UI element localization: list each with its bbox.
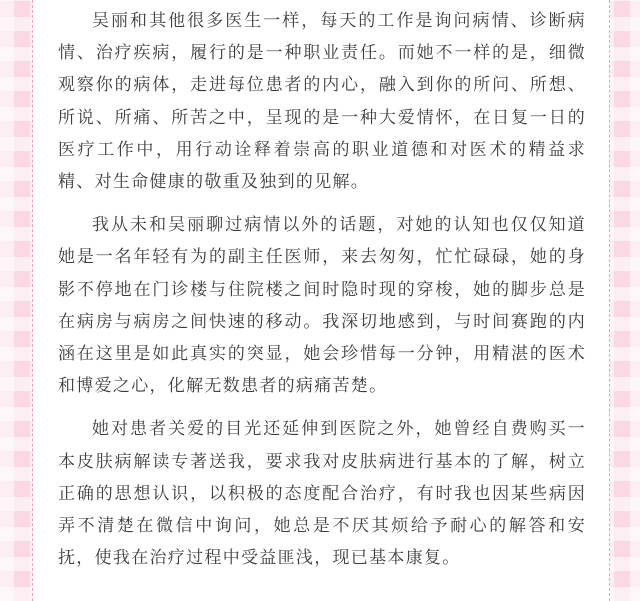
paragraph-1: 吴丽和其他很多医生一样，每天的工作是询问病情、诊断病情、治疗疾病，履行的是一种职业责任。而她不一样的是，细微观察你的病体，走进每位患者的内心，融入到你的所问、所想、所说、所痛、所苦之中，呈现的是一种大爱情怀，在日复一日的医疗工作中，用行动诠释着崇高的职业道德和对医术的精益求精、对生命健康的敬重及独到的见解。: [58, 11, 586, 193]
article-body: [58, 5, 586, 585]
paragraph-3: 她对患者关爱的目光还延伸到医院之外，她曾经自费购买一本皮肤病解读专著送我，要求我对皮肤病进行基本的了解，树立正确的思想认识，以积极的态度配合治疗，有时我也因某些病因弄不清楚在微信中询问，她总是不厌其烦给予耐心的解答和安抚，使我在治疗过程中受益匪浅，现已基本康复。: [58, 419, 586, 569]
article-card: [32, 0, 610, 601]
paragraph-2: 我从未和吴丽聊过病情以外的话题，对她的认知也仅仅知道她是一名年轻有为的副主任医师，来去匆匆，忙忙碌碌，她的身影不停地在门诊楼与住院楼之间时隐时现的穿梭，她的脚步总是在病房与病房之间快速的移动。我深切地感到，与时间赛跑的内涵在这里是如此真实的突显，她会珍惜每一分钟，用精湛的医术和博爱之心，化解无数患者的病痛苦楚。: [58, 215, 586, 397]
